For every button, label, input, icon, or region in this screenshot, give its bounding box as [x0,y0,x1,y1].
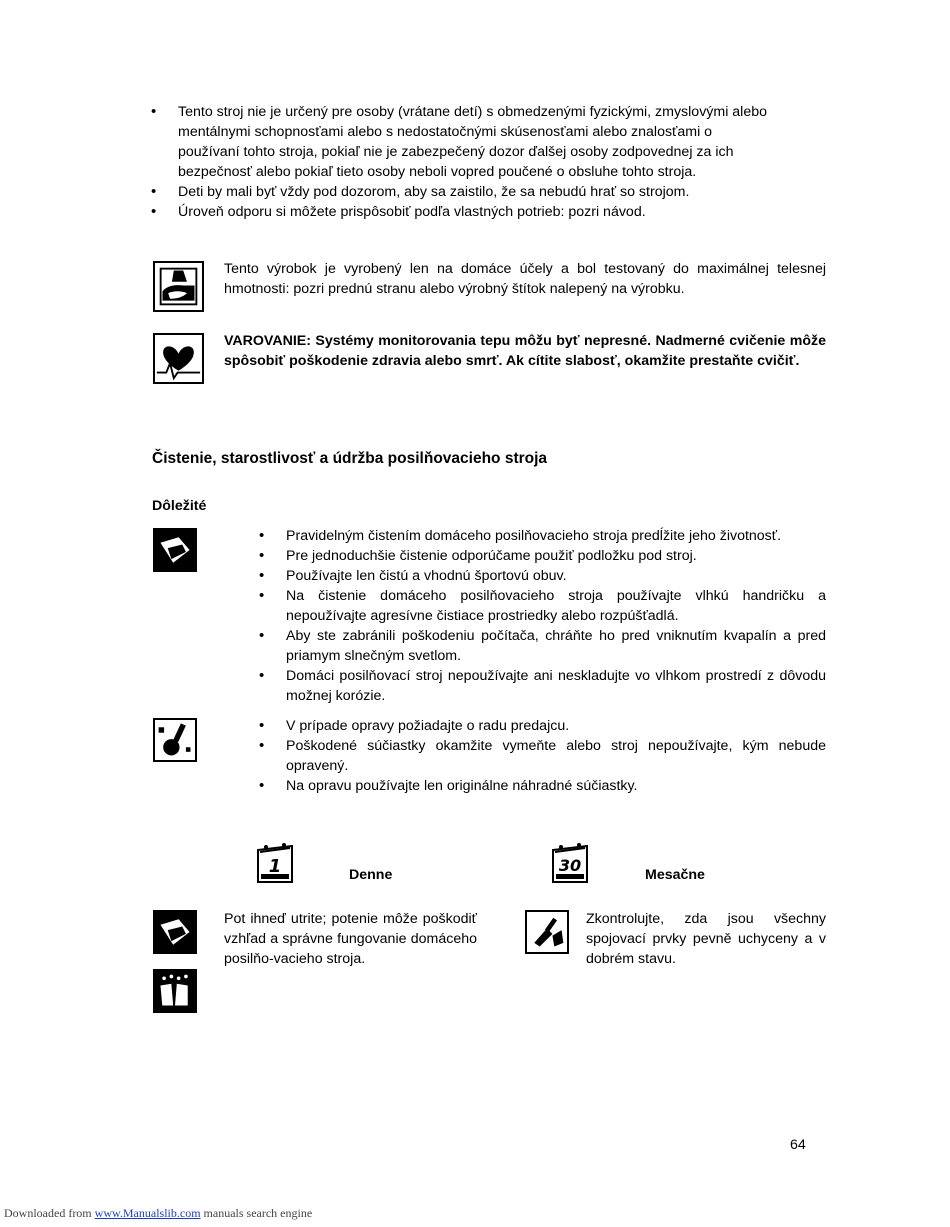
wipe-cloth-icon [153,910,197,954]
manualslib-link[interactable]: www.Manualslib.com [94,1206,201,1220]
page-number: 64 [790,1137,806,1153]
repair-tool-icon [153,718,197,762]
intro-bullet-list [178,102,770,222]
daily-text: Pot ihneď utrite; potenie môže poškodiť vzhľad a správne fungovanie domáceho posilňo-vacieho stroja. [224,911,477,967]
list-item: • Deti by mali byť vždy pod dozorom, aby sa zaistilo, že sa nebudú hrať so strojom. [178,182,770,202]
calendar-daily-number: 1 [268,856,282,877]
footer-prefix: Downloaded from [4,1206,95,1220]
list-item: • Pravidelným čistením domáceho posilňovacieho stroja predĺžite jeho životnosť. [286,526,826,546]
care-bullet-list [286,526,826,706]
monthly-heading: Mesačne [645,867,705,883]
calendar-monthly-icon [547,842,591,886]
list-item: • Poškodené súčiastky okamžite vymeňte alebo stroj nepoužívajte, kým nebude opravený. [286,736,826,776]
monthly-text: Zkontrolujte, zda jsou všechny spojovací prvky pevně uchyceny a v dobrém stavu. [586,911,826,967]
list-item: • Úroveň odporu si môžete prispôsobiť podľa vlastných potrieb: pozri návod. [178,202,770,222]
list-item: • V prípade opravy požiadajte o radu predajcu. [286,716,826,736]
subheading-important: Dôležité [152,498,207,514]
repair-bullet-list [286,716,826,796]
heart-rate-icon [153,333,204,384]
calendar-daily-icon [252,842,296,886]
list-item: • Domáci posilňovací stroj nepoužívajte ani neskladujte vo vlhkom prostredí z dôvodu možnej korózie. [286,666,826,706]
screwdriver-hand-icon [525,910,569,954]
list-item: • Na opravu používajte len originálne náhradné súčiastky. [286,776,826,796]
footer-suffix: manuals search engine [200,1206,313,1220]
list-item: • Aby ste zabránili poškodeniu počítača, chráňte ho pred vniknutím kvapalín a pred priamym slnečným svetlom. [286,626,826,666]
list-item: • Používajte len čistú a vhodnú športovú obuv. [286,566,826,586]
section-title: Čistenie, starostlivosť a údržba posilňovacieho stroja [152,450,548,467]
warning-notice: VAROVANIE: Systémy monitorovania tepu môžu byť nepresné. Nadmerné cvičenie môže spôsobiť poškodenie zdravia alebo smrť. Ak cítite slabosť, okamžite prestaňte cvičiť. [224,333,826,369]
sweat-drops-icon [153,969,197,1013]
cleaning-cloth-icon [153,528,197,572]
download-footer [4,1206,312,1221]
list-item: • Na čistenie domáceho posilňovacieho stroja používajte vlhkú handričku a nepoužívajte agresívne čistiace prostriedky alebo rozpúšťadlá. [286,586,826,626]
weight-notice: Tento výrobok je vyrobený len na domáce účely a bol testovaný do maximálnej telesnej hmotnosti: pozri prednú stranu alebo výrobný štítok nalepený na výrobku. [224,261,826,297]
list-item: • Tento stroj nie je určený pre osoby (vrátane detí) s obmedzenými fyzickými, zmyslovými alebo mentálnymi schopnosťami alebo s nedostatočnými skúsenosťami alebo znalosťami o používaní tohto stroja, pokiaľ nie je zabezpečený dozor ďalšej osoby zodpovednej za ich bezpečnosť alebo pokiaľ tieto osoby neboli vopred poučené o obsluhe tohto stroja. [178,102,770,182]
calendar-monthly-number: 30 [558,856,582,875]
daily-heading: Denne [349,867,393,883]
list-item: • Pre jednoduchšie čistenie odporúčame použiť podložku pod stroj. [286,546,826,566]
scale-weight-icon [153,261,204,312]
